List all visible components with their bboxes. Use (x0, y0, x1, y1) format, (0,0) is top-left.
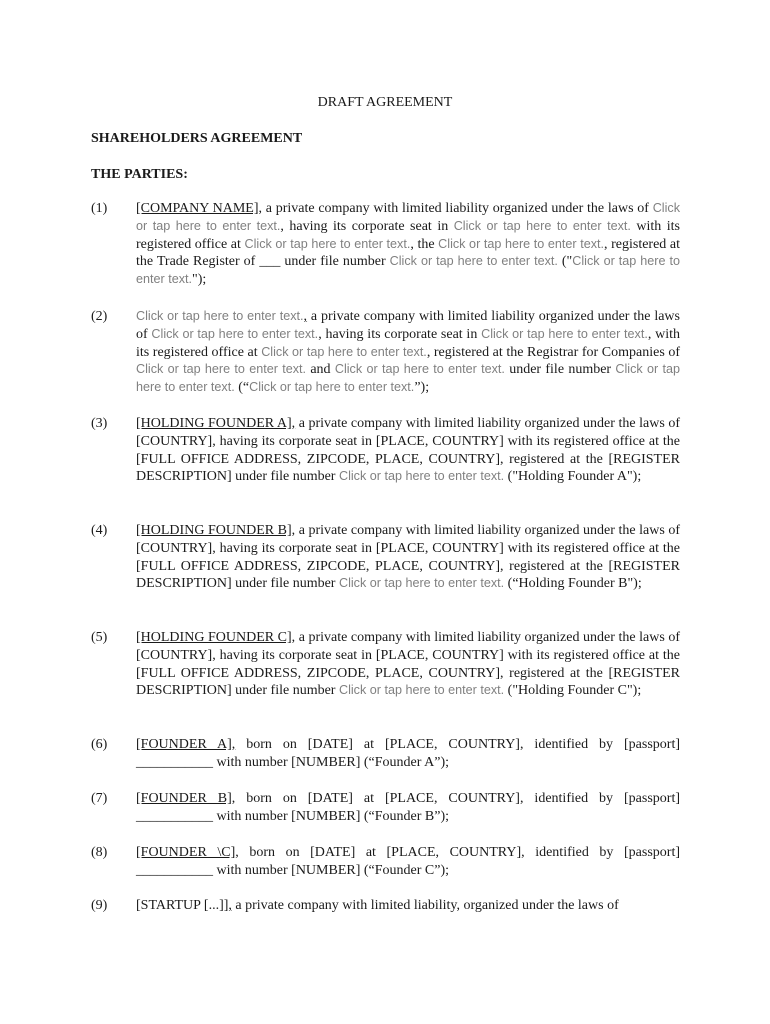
clause-number: (5) (91, 630, 108, 645)
placeholder-field[interactable]: Click or tap here to enter text. (338, 469, 505, 484)
clause-number: (2) (91, 309, 108, 324)
placeholder-field[interactable]: Click or tap here to enter text. (151, 326, 319, 341)
clause-text: [FOUNDER A], born on [DATE] at [PLACE, COUNTRY], identified by [passport] ___________ with number [NUMBER] (“Founder A”); (136, 737, 680, 770)
clause-number: (8) (91, 845, 108, 860)
clause-8 (91, 844, 680, 880)
clause-text: [COMPANY NAME], a private company with limited liability organized under the laws of Click or tap here to enter text., having its corporate seat in Click or tap here to enter text. with its registered office at Click or tap here to enter text., the Click or tap here to enter text., registered at the Trade Register of ___ under file number Click or tap here to enter text. ("Click or tap here to enter text."); (136, 201, 681, 288)
clause-number: (1) (91, 201, 108, 216)
party-name: [HOLDING FOUNDER C] (136, 630, 292, 645)
party-name: [HOLDING FOUNDER B] (136, 523, 292, 538)
clause-2 (91, 308, 680, 397)
placeholder-field[interactable]: Click or tap here to enter text. (338, 683, 505, 698)
placeholder-field[interactable]: Click or tap here to enter text. (136, 254, 680, 287)
agreement-heading: SHAREHOLDERS AGREEMENT (91, 131, 303, 146)
clause-text: Click or tap here to enter text., a private company with limited liability organized under the laws of Click or tap here to enter text., having its corporate seat in Click or tap here to enter text., with its registered office at Click or tap here to enter text., registered at the Registrar for Companies of Click or tap here to enter text. and Click or tap here to enter text. under file number Click or tap here to enter text. (“Click or tap here to enter text.”); (136, 309, 681, 396)
clause-number: (3) (91, 416, 108, 431)
clause-3 (91, 415, 680, 486)
clause-1 (91, 200, 680, 289)
clause-text: [HOLDING FOUNDER B], a private company with limited liability organized under the laws of [COUNTRY], having its corporate seat in [PLACE, COUNTRY] with its registered office at the [FULL OFFICE ADDRESS, ZIPCODE, PLACE, COUNTRY], registered at the [REGISTER DESCRIPTION] under file number Click or tap here to enter text. (“Holding Founder B"); (136, 523, 680, 592)
party-name: [FOUNDER B] (136, 791, 232, 806)
placeholder-field[interactable]: Click or tap here to enter text. (453, 218, 631, 233)
clause-text: [STARTUP [...]], a private company with limited liability, organized under the laws of (136, 898, 619, 913)
clause-number: (7) (91, 791, 108, 806)
placeholder-field[interactable]: Click or tap here to enter text. (338, 576, 505, 591)
placeholder-field[interactable]: Click or tap here to enter text. (136, 309, 304, 323)
clause-text: [FOUNDER B], born on [DATE] at [PLACE, COUNTRY], identified by [passport] ___________ with number [NUMBER] (“Founder B”); (136, 791, 680, 824)
party-name: [HOLDING FOUNDER A], (136, 416, 296, 431)
clause-number: (4) (91, 523, 108, 538)
clause-7 (91, 790, 680, 826)
placeholder-field[interactable]: Click or tap here to enter text. (244, 236, 411, 251)
placeholder-field[interactable]: Click or tap here to enter text. (136, 362, 307, 377)
clause-number: (6) (91, 737, 108, 752)
placeholder-field[interactable]: Click or tap here to enter text. (136, 362, 681, 395)
placeholder-field[interactable]: Click or tap here to enter text. (136, 201, 680, 233)
party-name: [STARTUP [...]] (136, 898, 229, 913)
clause-text: [FOUNDER \C], born on [DATE] at [PLACE, COUNTRY], identified by [passport] ___________ with number [NUMBER] (“Founder C”); (136, 845, 680, 878)
clause-number: (9) (91, 898, 108, 913)
parties-heading: THE PARTIES: (91, 167, 188, 182)
placeholder-field[interactable]: Click or tap here to enter text. (334, 362, 505, 377)
document-title: DRAFT AGREEMENT (317, 95, 453, 110)
placeholder-field[interactable]: Click or tap here to enter text. (438, 236, 604, 251)
clause-6 (91, 736, 680, 772)
placeholder-field[interactable]: Click or tap here to enter text. (389, 254, 558, 269)
clause-5 (91, 629, 680, 700)
placeholder-field[interactable]: Click or tap here to enter text. (481, 326, 648, 341)
party-name: [FOUNDER A], (136, 737, 236, 752)
clause-4 (91, 522, 680, 593)
clause-text: [HOLDING FOUNDER A], a private company with limited liability organized under the laws of [COUNTRY], having its corporate seat in [PLACE, COUNTRY] with its registered office at the [FULL OFFICE ADDRESS, ZIPCODE, PLACE, COUNTRY], registered at the [REGISTER DESCRIPTION] under file number Click or tap here to enter text. ("Holding Founder A"); (136, 416, 680, 485)
party-name: [COMPANY NAME] (136, 201, 259, 216)
placeholder-field[interactable]: Click or tap here to enter text. (261, 344, 427, 359)
placeholder-field[interactable]: Click or tap here to enter text. (249, 380, 415, 395)
clause-text: [HOLDING FOUNDER C], a private company with limited liability organized under the laws of [COUNTRY], having its corporate seat in [PLACE, COUNTRY] with its registered office at the [FULL OFFICE ADDRESS, ZIPCODE, PLACE, COUNTRY], registered at the [REGISTER DESCRIPTION] under file number Click or tap here to enter text. ("Holding Founder C"); (136, 630, 680, 699)
party-name: [FOUNDER \C] (136, 845, 236, 860)
clause-9 (91, 897, 680, 915)
